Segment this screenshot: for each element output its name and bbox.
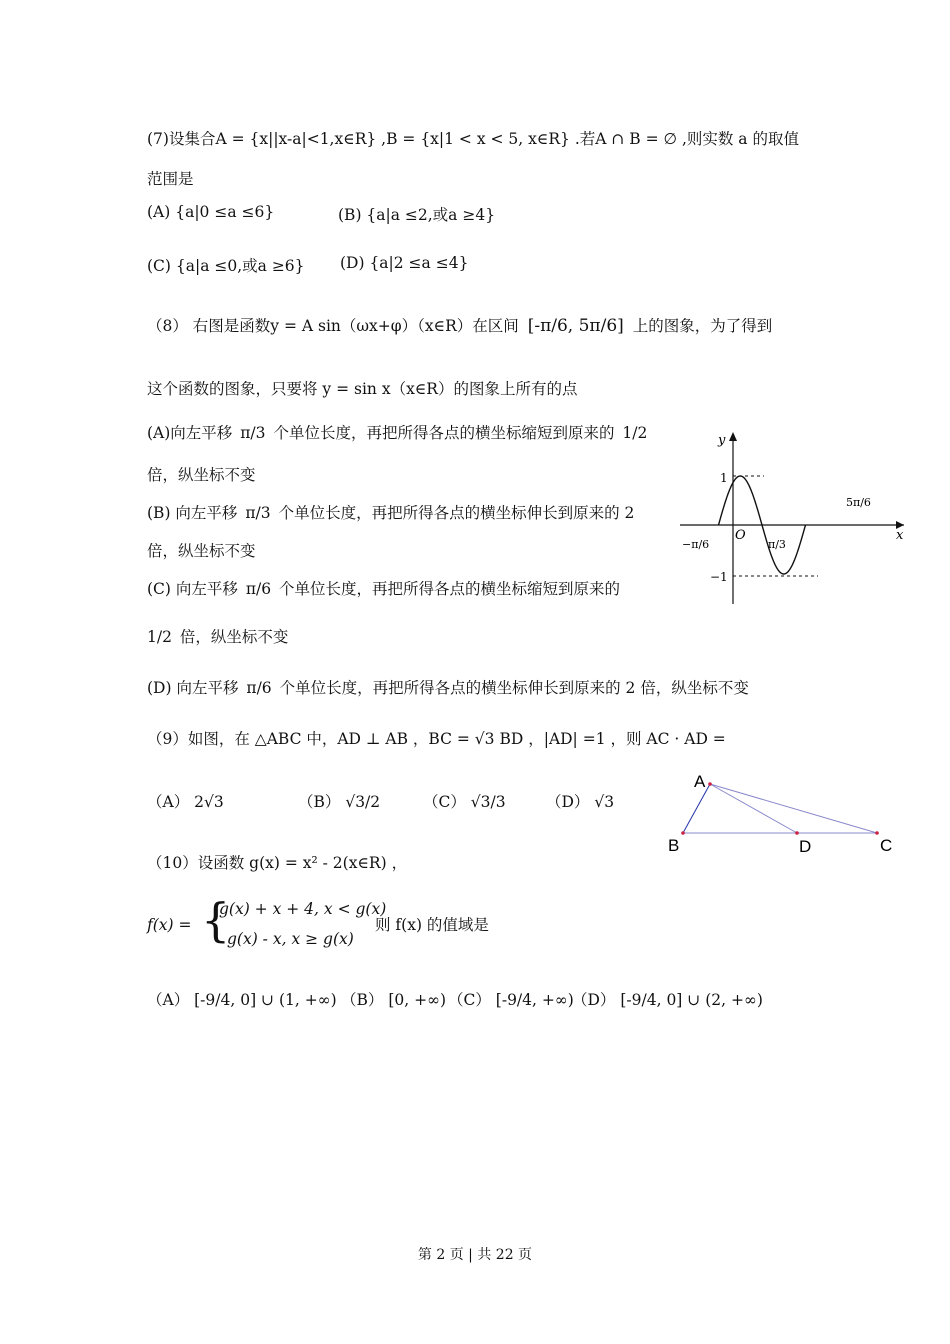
triangle-figure [665, 770, 915, 860]
q10-case1: g(x) + x + 4, x < g(x) [219, 900, 387, 918]
q8-option-b-tail: 倍，纵坐标不变 [147, 542, 256, 560]
q8-option-a-text2: 个单位长度，再把所得各点的横坐标缩短到原来的 [273, 424, 615, 442]
q8-option-a-fraction: π/3 [240, 424, 266, 442]
q10-tail: 则 f(x) 的值域是 [375, 916, 489, 934]
point-d [795, 831, 799, 835]
q8-stem-part2: 上的图象，为了得到 [632, 317, 773, 335]
q8-option-c-fraction2: 1/2 [147, 628, 172, 646]
point-c [875, 831, 879, 835]
q9-option-b: （B） √3/2 [298, 793, 381, 811]
q8-option-a [147, 422, 647, 444]
tick-pi3-label: π/3 [768, 538, 786, 551]
q9-option-d: （D） √3 [546, 793, 615, 811]
q10-option-c: （C） [-9/4, +∞) [448, 991, 574, 1009]
q8-option-b [147, 502, 634, 524]
q8-option-c [147, 578, 620, 600]
sine-graph [678, 428, 910, 608]
q8-stem [147, 315, 772, 337]
q8-option-d-fraction: π/6 [246, 679, 272, 697]
label-d: D [799, 837, 812, 856]
q8-option-a-text1: (A)向左平移 [147, 424, 233, 442]
tick-5pi6-label: 5π/6 [846, 496, 871, 509]
tick-neg-pi6-label: −π/6 [682, 538, 710, 551]
q8-option-c-fraction: π/6 [245, 580, 272, 598]
q10-option-b: （B） [0, +∞) [341, 991, 447, 1009]
q8-option-d [147, 677, 749, 699]
q8-option-b-text2: 个单位长度，再把所得各点的横坐标伸长到原来的 2 [278, 504, 635, 522]
y-axis-label: y [718, 433, 726, 448]
q7-stem: (7)设集合A = {x||x-a|<1,x∈R} ,B = {x|1 < x < 5, x∈R} .若A ∩ B = ∅ ,则实数 a 的取值 [147, 130, 799, 148]
q8-option-d-text2: 个单位长度，再把所得各点的横坐标伸长到原来的 2 倍，纵坐标不变 [279, 679, 749, 697]
segment-ad [710, 784, 797, 833]
page-footer: 第 2 页 | 共 22 页 [417, 1247, 533, 1263]
point-b [681, 831, 685, 835]
q7-option-b: (B) {a|a ≤2,或a ≥4} [338, 206, 496, 224]
q9-option-a: （A） 2√3 [147, 793, 224, 811]
label-a: A [694, 772, 706, 791]
q8-option-b-fraction: π/3 [245, 504, 271, 522]
q7-stem-continued: 范围是 [147, 170, 194, 188]
label-c: C [880, 836, 893, 855]
segment-ab [683, 784, 710, 833]
q7-option-a: (A) {a|0 ≤a ≤6} [147, 203, 275, 221]
q10-brace: { [201, 893, 231, 947]
q7-option-c: (C) {a|a ≤0,或a ≥6} [147, 257, 305, 275]
q10-option-a: （A） [-9/4, 0] ∪ (1, +∞) [147, 991, 337, 1009]
tick-neg-one-label: −1 [710, 570, 728, 584]
y-axis-arrow [729, 432, 737, 441]
q8-option-b-text1: (B) 向左平移 [147, 504, 238, 522]
q10-stem: （10）设函数 g(x) = x² - 2(x∈R) ， [147, 854, 408, 872]
origin-label: O [735, 528, 746, 543]
q8-option-a-tail: 倍，纵坐标不变 [147, 466, 256, 484]
q8-option-c-tail [147, 626, 288, 648]
q8-interval: [-π/6, 5π/6] [527, 316, 624, 336]
q10-case2: g(x) - x, x ≥ g(x) [227, 930, 354, 948]
q8-option-d-text1: (D) 向左平移 [147, 679, 239, 697]
q10-f-lhs: f(x) = [147, 916, 192, 934]
q8-option-c-text1: (C) 向左平移 [147, 580, 238, 598]
q8-stem-part1: （8） 右图是函数y = A sin（ωx+φ）（x∈R）在区间 [147, 317, 519, 335]
q7-option-d: (D) {a|2 ≤a ≤4} [340, 254, 469, 272]
q8-option-c-text3: 倍，纵坐标不变 [179, 628, 289, 646]
label-b: B [668, 836, 680, 855]
q10-option-d: （D） [-9/4, 0] ∪ (2, +∞) [572, 991, 763, 1009]
q9-option-c: （C） √3/3 [423, 793, 506, 811]
q8-option-a-fraction2: 1/2 [622, 424, 648, 442]
tick-one-label: 1 [720, 471, 728, 485]
q8-stem-continued: 这个函数的图象，只要将 y = sin x（x∈R）的图象上所有的点 [147, 380, 578, 398]
x-axis-label: x [896, 528, 904, 543]
segment-ac [710, 784, 877, 833]
point-a [708, 782, 712, 786]
q9-stem: （9）如图，在 △ABC 中，AD ⊥ AB ，BC = √3 BD ，|AD| =1 ，则 AC · AD = [147, 730, 726, 748]
q8-option-c-text2: 个单位长度，再把所得各点的横坐标缩短到原来的 [279, 580, 621, 598]
